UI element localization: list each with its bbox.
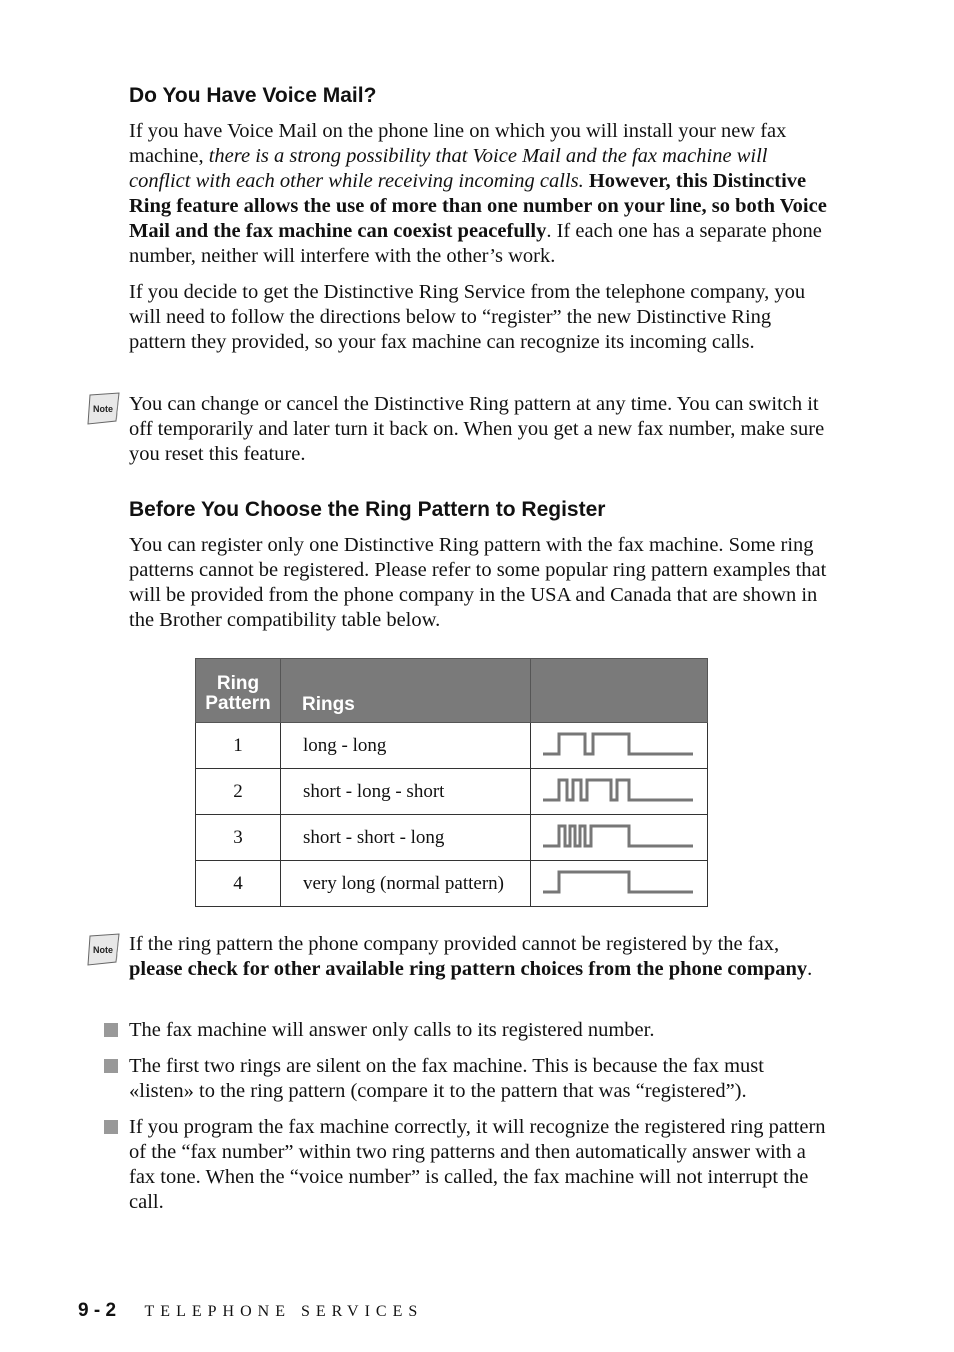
section-title: TELEPHONE SERVICES <box>144 1303 424 1320</box>
text-bold: However, this Distinctive Ring feature allows the use of more than one number on your line, so both Voice Mail and the fax machine can coexist peacefully <box>129 170 827 242</box>
header-rings: Rings <box>281 659 531 723</box>
heading-voice-mail: Do You Have Voice Mail? <box>129 84 377 107</box>
row-number: 1 <box>196 723 281 769</box>
list-item: The first two rings are silent on the fax machine. This is because the fax must «listen» to the ring pattern (compare it to the pattern that was “registered”). <box>129 1055 764 1102</box>
table-row <box>196 815 708 861</box>
list-item: The fax machine will answer only calls to its registered number. <box>129 1019 655 1041</box>
row-waveform <box>531 723 708 769</box>
table-row <box>196 861 708 907</box>
row-number: 4 <box>196 861 281 907</box>
row-rings: very long (normal pattern) <box>281 861 531 907</box>
waveform-long-long <box>539 728 699 758</box>
note-icon <box>86 391 120 425</box>
heading-ring-pattern: Before You Choose the Ring Pattern to Register <box>129 498 606 521</box>
row-waveform <box>531 769 708 815</box>
row-waveform <box>531 861 708 907</box>
row-rings: long - long <box>281 723 531 769</box>
text-normal: If the ring pattern the phone company provided cannot be registered by the fax, <box>129 933 780 955</box>
note-icon-label: Note <box>93 945 113 955</box>
text-normal: If you have Voice Mail on the phone line on which you will install your new fax machine, <box>129 120 787 167</box>
row-number: 3 <box>196 815 281 861</box>
row-waveform <box>531 815 708 861</box>
page-number: 9 - 2 <box>78 1300 117 1321</box>
text-normal-end: . <box>807 958 813 980</box>
header-waveform <box>531 659 708 723</box>
header-ring-pattern: Ring Pattern <box>196 659 281 723</box>
waveform-short-short-long <box>539 820 699 850</box>
bullet-square-icon <box>104 1023 118 1037</box>
table-header-row <box>196 659 708 723</box>
table-row <box>196 769 708 815</box>
text-bold: please check for other available ring pattern choices from the phone company <box>129 958 808 980</box>
paragraph-ring-pattern: You can register only one Distinctive Ring pattern with the fax machine. Some ring patterns cannot be registered. Please refer to some popular ring pattern examples that will be provided from the phone company in the USA and Canada that are shown in the Brother compatibility table below. <box>129 534 827 631</box>
bullet-square-icon <box>104 1059 118 1073</box>
paragraph-voice-mail <box>129 119 829 269</box>
text-italic: there is a strong possibility that Voice Mail and the fax machine will conflict with each other while receiving incoming calls. <box>129 145 768 192</box>
text-normal-end: . If each one has a separate phone number, neither will interfere with the other’s work. <box>129 220 822 267</box>
paragraph-register: If you decide to get the Distinctive Ring Service from the telephone company, you will need to follow the directions below to “register” the new Distinctive Ring pattern they provided, so your fax machine can recognize its incoming calls. <box>129 281 806 353</box>
row-rings: short - long - short <box>281 769 531 815</box>
ring-pattern-table <box>195 658 708 907</box>
table-row <box>196 723 708 769</box>
row-number: 2 <box>196 769 281 815</box>
note-icon <box>86 932 120 966</box>
note-ring-pattern-choices <box>129 932 829 982</box>
page-footer <box>78 1300 423 1322</box>
row-rings: short - short - long <box>281 815 531 861</box>
bullet-square-icon <box>104 1120 118 1134</box>
waveform-very-long <box>539 866 699 896</box>
waveform-short-long-short <box>539 774 699 804</box>
note-icon-label: Note <box>93 404 113 414</box>
list-item: If you program the fax machine correctly, it will recognize the registered ring pattern of the “fax number” within two ring patterns and then automatically answer with a fax tone. When the “voice number” is called, the fax machine will not interrupt the call. <box>129 1116 826 1213</box>
note-change-cancel: You can change or cancel the Distinctive Ring pattern at any time. You can switch it off temporarily and later turn it back on. When you get a new fax number, make sure you reset this feature. <box>129 393 825 465</box>
